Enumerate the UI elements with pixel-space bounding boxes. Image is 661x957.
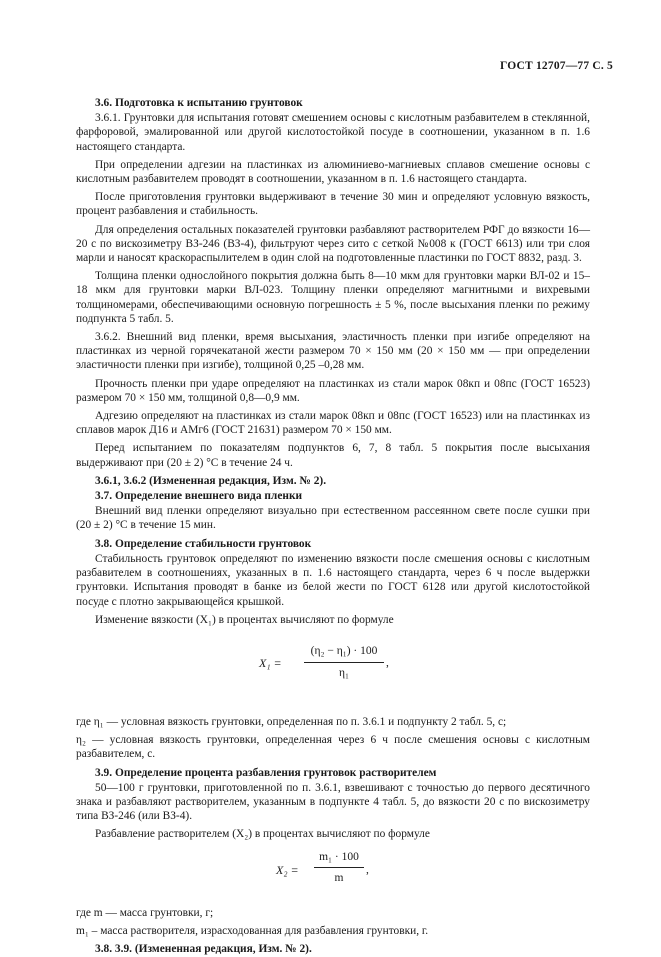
paragraph: 50—100 г грунтовки, приготовленной по п. 3.6.1, взвешивают с точностью до первого десятичного знака и разбавляют растворителем, указанным в подпункте 4 табл. 5, до вязкости 20 с по вискозиметру типа ВЗ-246 (или ВЗ-4). [76, 781, 590, 823]
formula-denominator: η₁ [338, 666, 350, 679]
heading-number: 3.6. [95, 97, 113, 109]
definition: η₂ — условная вязкость грунтовки, определенная через 6 ч после смешения основы с кислотным разбавителем, с. [76, 734, 590, 761]
page-header: ГОСТ 12707—77 С. 5 [500, 60, 613, 72]
formula-denominator: m [334, 871, 344, 884]
heading-number: 3.9. [95, 766, 113, 779]
heading-text: Определение стабильности грунтовок [114, 537, 312, 550]
section-heading-3-9 [76, 766, 590, 780]
definition: m₁ – масса растворителя, израсходованная для разбавления грунтовки, г. [76, 924, 429, 937]
section-heading-3-7 [76, 489, 590, 503]
formula-numerator: (η₂ − η₁) · 100 [310, 644, 378, 657]
section-heading-3-8 [76, 537, 590, 551]
paragraph: Разбавление растворителем (X₂) в процентах вычисляют по формуле [95, 828, 430, 841]
paragraph: 3.6.2. Внешний вид пленки, время высыхания, эластичность пленки при изгибе определяют на пластинках из черной горячекатаной жести размером 70 × 150 мм (20 × 150 мм — при определении эластичности пленки при изгибе), толщиной 0,25 –0,28 мм. [76, 331, 590, 372]
section-heading-3-6 [76, 96, 590, 110]
formula-numerator: m₁ · 100 [319, 850, 359, 863]
definition: где η₁ — условная вязкость грунтовки, определенная по п. 3.6.1 и подпункту 2 табл. 5, с; [76, 715, 507, 728]
paragraph: Прочность пленки при ударе определяют на пластинках из стали марок 08кп и 08пс (ГОСТ 16523) размером 70 × 150 мм, толщиной 0,8—0,9 мм. [76, 377, 590, 404]
formula-viscosity-change [76, 633, 590, 705]
paragraph: Перед испытанием по показателям подпунктов 6, 7, 8 табл. 5 покрытия после высыхания выдерживают при (20 ± 2) °С в течение 24 ч. [76, 442, 590, 469]
heading-text: Определение процента разбавления грунтовок растворителем [114, 766, 437, 779]
formula-dilution [76, 846, 590, 894]
definition: где m — масса грунтовки, г; [76, 906, 214, 919]
formula-definitions [76, 906, 590, 938]
paragraph: Толщина пленки однослойного покрытия должна быть 8—10 мкм для грунтовки марки ВЛ-02 и 15– 18 мкм для грунтовки марки ВЛ-023. Толщину пленки определяют магнитными и вихревыми толщиномерами, обеспечивающими основную погрешность ± 5 %, после высыхания пленки по режиму подпункта 5 табл. 5. [76, 270, 590, 325]
paragraph: При определении адгезии на пластинках из алюминиево-магниевых сплавов смешение основы с кислотным разбавителем проводят в соотношении, указанном в п. 1.6 настоящего стандарта. [76, 158, 590, 186]
heading-number: 3.7. [95, 490, 113, 503]
paragraph: После приготовления грунтовки выдерживают в течение 30 мин и определяют условную вязкость, процент разбавления и стабильность. [76, 191, 590, 218]
paragraph: Стабильность грунтовок определяют по изменению вязкости после смешения основы с кислотным разбавителем в соотношениях, указанных в п. 1.6 настоящего стандарта, через 6 ч после выдержки грунтовки. Испытания проводят в банке из белой жести по ГОСТ 6128 или другой кислотостойкой посуде с плотно закрывающейся крышкой. [76, 552, 590, 608]
paragraph: Изменение вязкости (X₁) в процентах вычисляют по формуле [95, 613, 394, 626]
paragraph: 3.6.1. Грунтовки для испытания готовят смешением основы с кислотным разбавителем в стеклянной, фарфоровой, эмалированной или другой кислотостойкой посуде в соотношении, указанном в п. 1.6 настоящего стандарта. [76, 112, 590, 153]
formula-comma: , [386, 656, 389, 669]
heading-text: Подготовка к испытанию грунтовок [114, 97, 303, 109]
formula-definitions [76, 715, 590, 762]
fraction-bar [314, 867, 364, 868]
amendment-note: 3.8. 3.9. (Измененная редакция, Изм. № 2). [95, 942, 312, 955]
heading-text: Определение внешнего вида пленки [114, 490, 303, 503]
document-body [76, 96, 590, 957]
amendment-note: 3.6.1, 3.6.2 (Измененная редакция, Изм. № 2). [95, 474, 327, 487]
paragraph: Для определения остальных показателей грунтовки разбавляют растворителем РФГ до вязкости 16—20 с по вискозиметру ВЗ-246 (ВЗ-4), фильтруют через сито с сеткой №008 к (ГОСТ 6613) или три слоя марли и наносят краскораспылителем в один слой на подготовленные пластинки по ГОСТ 8832, разд. 3. [76, 223, 590, 265]
paragraph: Адгезию определяют на пластинках из стали марок 08кп и 08пс (ГОСТ 16523) или на пластинках из сплавов марок Д16 и АМг6 (ГОСТ 21631) размером 70 × 150 мм. [76, 410, 590, 437]
fraction-bar [304, 662, 384, 663]
heading-number: 3.8. [95, 537, 113, 550]
formula-comma: , [366, 863, 369, 876]
formula-lhs: X₂ = [276, 862, 299, 877]
formula-lhs: X₁ = [259, 655, 282, 670]
paragraph: Внешний вид пленки определяют визуально при естественном рассеянном свете после сушки при (20 ± 2) °С в течение 15 мин. [76, 505, 590, 532]
